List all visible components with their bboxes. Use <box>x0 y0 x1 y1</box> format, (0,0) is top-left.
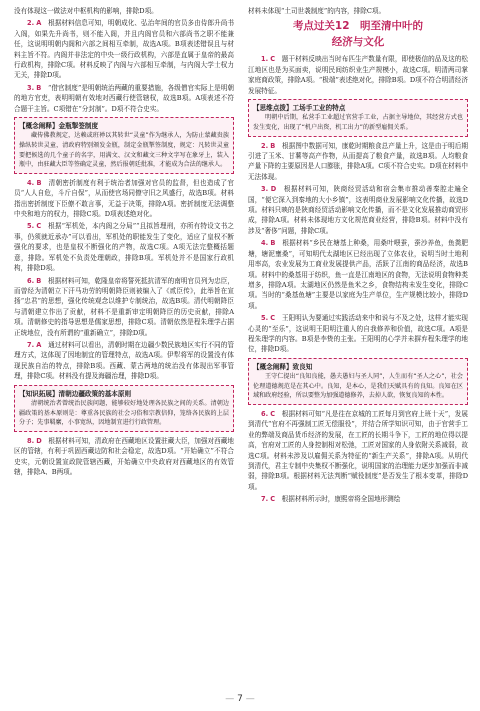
answer-item-5: 5. C 王阳明认为要通过实践活动来中和说与不及之处，这样才能实现心灵的“至乐”，这说明王阳明注重人的自我修养和价值，故选C项。A项是程朱理学的内容。B项是李贽的主张。王阳明的心学并未摒弃程朱理学的地位，排除D项。 <box>248 314 468 354</box>
box-text: 王守仁提出“良知良能，愚夫愚妇与圣人同”，人生而有“圣人之心”，社会伦理道德规范是在其心中。良知，是本心，是我们天赋具有的良知。良知在区域和政府经验，所以要整为加强道德修养，去掉人欲，恢复良知的本性。 <box>253 373 463 400</box>
answer-item-7: 7. C 根据材料所示时，康熙帝将全国地形测绘 <box>261 495 401 504</box>
right-column <box>248 6 468 507</box>
answer-item-1: 1. C 题干材料反映出当时布匹生产数量有限，即使极信的品及这的松江地区也是为买面卖，说明民间纺织业生产规模小，故选C项。明清两司掌家庭商政策，排除A项。“极端”表述绝对化，排除B项。D项不符合明清经济发展特征。 <box>248 55 468 95</box>
paragraph: 没有体现这一做法对中枢机构的影响，排除D项。 <box>14 7 158 15</box>
answer-item-4: 4. B 清朝密折制度有利于统治者加强对官员的监督，但也造成了官员“人人自危，斗斤自保”，从而使官场同僚守旧之风盛行，故选B项。材料指出密折制度下臣僚不敢言事，无益于决策，排除A项。密折制度无法调整中央和地方的权力，排除C项。D项表述绝对化。 <box>14 178 235 219</box>
answer-item-7: 7. A 通过材料可以看出，清朝时期在边疆少数民族地区实行不同的管理方式，这体现了因地制宜的管理特点，故选A项。伊犁将军的设置没有体现民族自治的特点，排除B项。西藏、蒙古两地的统治没有体现出军事管理，排除C项。材料没有提及海疆治理，排除D项。 <box>14 340 235 381</box>
tip-box <box>248 99 468 137</box>
box-title: 【知识拓展】清朝边疆政策的基本原则 <box>19 389 132 398</box>
knowledge-box <box>14 385 234 432</box>
answer-item-2: 2. A 根据材料信息可知，明朝成化、弘治年间的官员多由侍郎升尚书入阁，如果先升尚书，则不能入阁，并且内阁官员和六部尚书之职不能兼任，这说明明朝内阁和六部之间相互牵制，故选A项。B项表述错误且与材料主旨不符。内阁并非法定的中央一级行政机构，六部是直属于皇帝的最高行政机构，排除C项。材料反映了内阁与六部相互牵制，与内阁大学士权力无关，排除D项。 <box>14 19 235 80</box>
box-text: 明朝中后期，私营手工业超过官营手工业，占据主导地位，其经营方式也发生变化，出现了“机户出资，机工出力”的新型雇佣关系。 <box>253 114 463 132</box>
answer-item-6: 6. B 根据材料可知，乾隆皇帝将誓死抵抗清军的南明官员列为忠臣，而曾经为清朝立下汗马功劳的明朝降臣则被编入了《贰臣传》，此举旨在宣扬“忠君”的思想，强化传统观念以维护专制统治，故选B项。清代明朝降臣与清朝建立作出了贡献，材料不是重新审定明朝降臣的历史贡献，排除A项。清朝修史的指导思想是儒家思想，排除C项。清朝依然是程朱理学占据正统地位，没有所谓的“重新确立”，排除D项。 <box>14 276 235 337</box>
answer-item-4: 4. B 根据材料“乡民在塘基上种桑，用桑叶喂蚕，蚕沙养鱼，鱼粪肥塘，塘泥壅桑”，可知明代太湖地区已经出现了立体农业，说明当时土地利用率高，农业发展为工商业发展提供产品，活跃了江南的商品经济，故选B项。材料中的桑基用于纺织，鱼一直是江南地区的食物，无法说明食物种类增多，排除A项。太湖地区仍然是鱼米之乡，食物结构未发生变化，排除C项。当时的“桑基鱼塘”主要是以家庭为生产单位，生产规模比较小，排除D项。 <box>248 239 469 310</box>
answer-item-3: 3. B “借官制度”是明朝统治两藏的重要措施，各级僧官实际上是明朝的地方官吏，表明明朝有效地对西藏行使管辖权，故选B项。A项表述不符合题干主旨。C项错在“分封制”。D项不符合史实。 <box>14 83 234 113</box>
page-dash-right: — <box>242 694 255 704</box>
box-title: 【概念阐释】金瓶掣签制度 <box>19 122 99 131</box>
answer-item-5: 5. C 根据“军机处，本内阁之分局”“且拟旨理刑，亦所有特设文书之事，仍须就近承办”可以看出，军机处的职能发生了变化，适应了皇权不断强化的要求，也是皇权不断强化的产物，故选C项。A项无法完整概括题意，排除。军机处不负责处理朝政，排除B项。军机处并不是国家行政机构，排除D项。 <box>14 222 234 273</box>
paragraph: 材料未体现“土司世袭制度”的内容，排除C项。 <box>248 7 386 15</box>
answer-item-2: 2. B 根据图中数据可知，康乾时期粮食总产量上升，这是由于明后期引进了玉米、甘薯等高产作物，从而提高了粮食产量，故选B项。人均粮食产量下降的主要原因是人口膨胀，排除A项。C项不符合史实。D项在材料中无法体现。 <box>248 141 469 181</box>
box-title: 【概念阐释】致良知 <box>253 362 313 371</box>
answer-item-6: 6. C 根据材料可知“凡是往在京城的工匠每月到官府上班十天”，发展到清代“官府不再强制工匠无偿服役”，并结合所学知识可知，由于官营手工业的弊端及商品货币经济的发展，在工匠的长期斗争下，工匠的地位得以提高，官府对工匠的人身控制相对松弛，工匠对国家的人身依附关系减弱，故选C项。材料未涉及以雇佣关系为特征的“新生产关系”，排除A项。从明代到清代，君主专制中央集权不断强化，说明国家的治理能力逐步加强而非减弱，排除B项。根据材料无法判断“赋役制度”是否发生了根本变革，排除D项。 <box>248 409 468 491</box>
box-title: 【思维点拨】工场手工业的特点 <box>253 104 346 113</box>
concept-box <box>14 117 234 174</box>
box-text: 藏传佛教规定，达赖或班禅以其转世“灵童”作为继承人，为防止蒙藏贵族操纵转世灵童，清政府特别颁发金瓶，制定金瓶掣签制度，规定：凡转世灵童要把候选的几个童子的名字，用满文、汉文和藏文三种文字写在象牙上，装入瓶中，由驻藏大臣等签确定灵童，然后报朝廷批准，才能成为合法的继承人。 <box>19 132 229 169</box>
answer-item-8: 8. D 根据材料可知，清政府在西藏地区设置驻藏大臣，加强对西藏地区的管辖，有利于巩固西藏边防和社会稳定，故选D项。“开始确立”不符合史实，元朝设置宣政院管辖西藏，开始确立中央政府对西藏地区的有效管辖，排除A、B两项。 <box>14 436 234 476</box>
page-number: — 7 — <box>225 694 255 704</box>
concept-box <box>248 358 468 405</box>
section-title: 考点过关12 明至清中叶的 经济与文化 <box>292 20 424 49</box>
answer-item-3: 3. D 根据材料可知，陕商经贸活动和宿会集市推动善秦腔走遍全国，“便它深入到秦地的大小乡镇”，这表明商业发展影响文化传播，故选D项。材料只映的是陕商经贸活动影响文化传播，而不是文化发展推动商贸形成，排除A项。材料未体现地方文化规范商业经营，排除B项。材料中没有涉及“奢侈”问题，排除C项。 <box>248 185 468 235</box>
box-text: 清朝统治者曾统治民族问题，能够较好地处理各民族之间的关系。清朝边疆政策的基本原则是：尊重各民族的社会习俗和宗教信仰，笼络各民族的上层分子；先事羁縻，小事宽纵，因地制宜进行行政管理。 <box>19 399 229 427</box>
page-dash-left: — <box>225 694 238 704</box>
left-column <box>14 6 234 479</box>
